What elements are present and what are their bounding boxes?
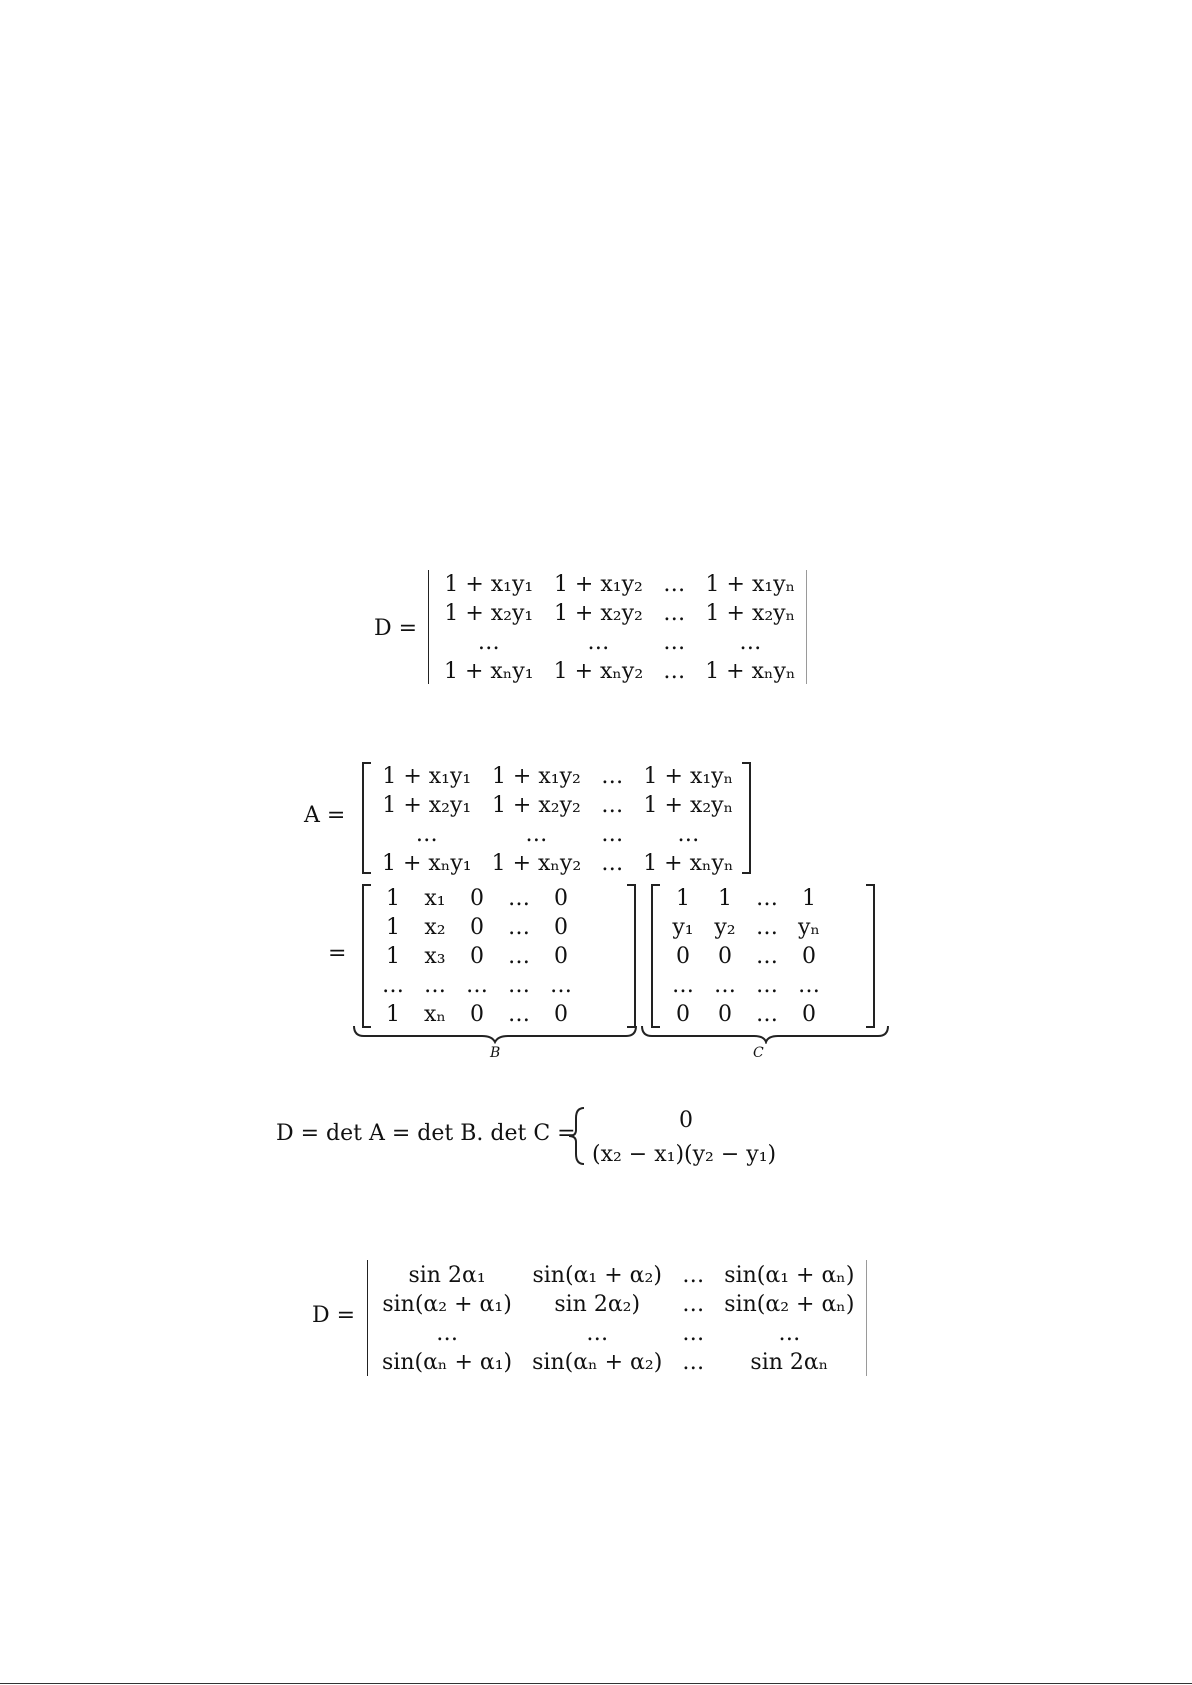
matrix-cell: … — [601, 764, 624, 789]
matrix-cell: x₂ — [424, 915, 446, 940]
table-row — [372, 1319, 864, 1348]
matrix-cell: 1 + x₁yₙ — [643, 764, 734, 789]
table-row — [372, 971, 582, 1000]
matrix-cell: 1 — [802, 886, 816, 911]
matrix-cell: sin(α₁ + αₙ) — [724, 1263, 855, 1288]
matrix-cell: … — [508, 886, 530, 911]
matrix-cell: … — [525, 822, 548, 847]
matrix-cell: … — [424, 973, 446, 998]
matrix-cell: … — [508, 944, 530, 969]
matrix-cell: … — [550, 973, 572, 998]
matrix-cell: … — [477, 630, 500, 655]
matrix-cell: … — [739, 630, 762, 655]
matrix-cell: sin 2α₁ — [408, 1263, 486, 1288]
matrix-cell: 0 — [802, 944, 816, 969]
eq2-lhs: A = — [304, 803, 346, 828]
matrix-cell: x₃ — [424, 944, 446, 969]
matrix-cell: y₁ — [672, 915, 694, 940]
matrix-cell: 1 + x₁y₁ — [444, 572, 534, 597]
eq1-left-bar — [428, 570, 429, 684]
matrix-cell: sin(αₙ + α₁) — [382, 1350, 513, 1375]
C-label: C — [753, 1045, 764, 1061]
matrix-cell: … — [587, 630, 610, 655]
matrix-cell: … — [508, 1002, 530, 1027]
left-brace — [566, 1106, 588, 1166]
matrix-cell: … — [756, 1002, 778, 1027]
matrix-cell: 1 + x₂y₂ — [491, 793, 581, 818]
table-row — [662, 942, 830, 971]
matrix-cell: … — [382, 973, 404, 998]
eq2-underbraces — [350, 1024, 890, 1044]
matrix-cell: 0 — [554, 886, 568, 911]
table-row — [372, 849, 743, 878]
matrix-cell: 1 + xₙy₂ — [491, 851, 582, 876]
matrix-cell: 1 + xₙy₁ — [382, 851, 472, 876]
table-row — [372, 1261, 864, 1290]
eq3-case2: (x₂ − x₁)(y₂ − y₁) — [592, 1142, 777, 1167]
matrix-cell: 1 + x₂yₙ — [705, 601, 796, 626]
matrix-cell: 0 — [554, 915, 568, 940]
matrix-cell: … — [508, 915, 530, 940]
matrix-cell: … — [756, 915, 778, 940]
matrix-cell: … — [415, 822, 438, 847]
eq1-matrix — [434, 570, 805, 686]
matrix-cell: sin 2αₙ — [750, 1350, 829, 1375]
matrix-cell: sin(α₂ + αₙ) — [724, 1292, 855, 1317]
eq4-right-bar — [866, 1260, 867, 1376]
matrix-cell: 1 + x₂y₂ — [553, 601, 643, 626]
matrix-cell: … — [682, 1350, 705, 1375]
matrix-cell: … — [663, 601, 686, 626]
eq4-lhs: D = — [312, 1303, 356, 1328]
table-row — [372, 1290, 864, 1319]
matrix-cell: … — [798, 973, 820, 998]
matrix-cell: 1 + xₙy₂ — [553, 659, 644, 684]
matrix-cell: 0 — [718, 944, 732, 969]
matrix-cell: … — [778, 1321, 801, 1346]
table-row — [662, 971, 830, 1000]
matrix-cell: sin(α₂ + α₁) — [382, 1292, 512, 1317]
table-row — [434, 570, 805, 599]
matrix-cell: x₁ — [424, 886, 446, 911]
matrix-cell: sin 2α₂) — [554, 1292, 641, 1317]
table-row — [434, 599, 805, 628]
matrix-cell: y₂ — [714, 915, 736, 940]
eq2-A-left-bracket — [362, 762, 371, 874]
matrix-cell: … — [672, 973, 694, 998]
matrix-cell: 0 — [676, 944, 690, 969]
matrix-cell: 1 — [386, 1002, 400, 1027]
table-row — [372, 791, 743, 820]
matrix-cell: 1 — [676, 886, 690, 911]
matrix-cell: … — [756, 944, 778, 969]
matrix-cell: … — [682, 1263, 705, 1288]
matrix-cell: 0 — [676, 1002, 690, 1027]
eq2-A-right-bracket — [742, 762, 751, 874]
matrix-cell: … — [436, 1321, 459, 1346]
table-row — [372, 1348, 864, 1377]
eq2-C-matrix — [662, 884, 830, 1029]
matrix-cell: … — [756, 886, 778, 911]
table-row — [434, 657, 805, 686]
matrix-cell: … — [466, 973, 488, 998]
table-row — [372, 762, 743, 791]
table-row — [662, 913, 830, 942]
page-bottom-rule — [0, 1683, 1192, 1684]
matrix-cell: sin(αₙ + α₂) — [532, 1350, 663, 1375]
table-row — [434, 628, 805, 657]
matrix-cell: 1 + x₁y₁ — [382, 764, 472, 789]
eq3-case1: 0 — [679, 1108, 693, 1133]
eq2-C-right-bracket — [866, 884, 875, 1028]
matrix-cell: … — [601, 793, 624, 818]
eq1-lhs: D = — [374, 616, 418, 641]
eq3-lhs: D = det A = det B. det C = — [276, 1121, 576, 1146]
matrix-cell: 1 — [386, 886, 400, 911]
matrix-cell: 1 + x₁yₙ — [705, 572, 796, 597]
C-underbrace — [642, 1026, 888, 1042]
eq4-left-bar — [367, 1260, 368, 1376]
matrix-cell: 0 — [802, 1002, 816, 1027]
eq2-B-matrix — [372, 884, 582, 1029]
table-row — [372, 913, 582, 942]
matrix-cell: … — [663, 572, 686, 597]
matrix-cell: sin(α₁ + α₂) — [532, 1263, 662, 1288]
matrix-cell: 1 + x₂yₙ — [643, 793, 734, 818]
B-label: B — [490, 1045, 501, 1061]
table-row — [662, 884, 830, 913]
matrix-cell: 0 — [718, 1002, 732, 1027]
eq1-right-bar — [806, 570, 807, 684]
matrix-cell: 1 + x₂y₁ — [382, 793, 472, 818]
eq2-B-left-bracket — [362, 884, 371, 1028]
matrix-cell: 0 — [470, 886, 484, 911]
matrix-cell: 1 + xₙyₙ — [705, 659, 796, 684]
matrix-cell: 0 — [554, 1002, 568, 1027]
table-row — [372, 942, 582, 971]
matrix-cell: … — [601, 851, 624, 876]
B-underbrace — [354, 1026, 636, 1042]
matrix-cell: … — [663, 659, 686, 684]
matrix-cell: 0 — [470, 915, 484, 940]
matrix-cell: yₙ — [798, 915, 820, 940]
matrix-cell: 0 — [554, 944, 568, 969]
matrix-cell: … — [508, 973, 530, 998]
eq2-A-matrix — [372, 762, 743, 878]
matrix-cell: 1 + xₙy₁ — [444, 659, 534, 684]
matrix-cell: … — [586, 1321, 609, 1346]
table-row — [372, 820, 743, 849]
matrix-cell: 1 + xₙyₙ — [643, 851, 734, 876]
eq2-C-left-bracket — [651, 884, 660, 1028]
eq4-matrix — [372, 1261, 864, 1377]
eq2-equals: = — [328, 941, 347, 966]
matrix-cell: … — [756, 973, 778, 998]
matrix-cell: … — [714, 973, 736, 998]
matrix-cell: 0 — [470, 944, 484, 969]
table-row — [372, 884, 582, 913]
matrix-cell: xₙ — [424, 1002, 446, 1027]
matrix-cell: 1 — [718, 886, 732, 911]
eq2-B-right-bracket — [627, 884, 636, 1028]
matrix-cell: 1 + x₁y₂ — [553, 572, 643, 597]
matrix-cell: … — [682, 1321, 705, 1346]
matrix-cell: … — [682, 1292, 705, 1317]
matrix-cell: 1 — [386, 915, 400, 940]
matrix-cell: 0 — [470, 1002, 484, 1027]
matrix-cell: … — [663, 630, 686, 655]
matrix-cell: 1 — [386, 944, 400, 969]
matrix-cell: … — [677, 822, 700, 847]
matrix-cell: … — [601, 822, 624, 847]
matrix-cell: 1 + x₁y₂ — [491, 764, 581, 789]
matrix-cell: 1 + x₂y₁ — [444, 601, 534, 626]
